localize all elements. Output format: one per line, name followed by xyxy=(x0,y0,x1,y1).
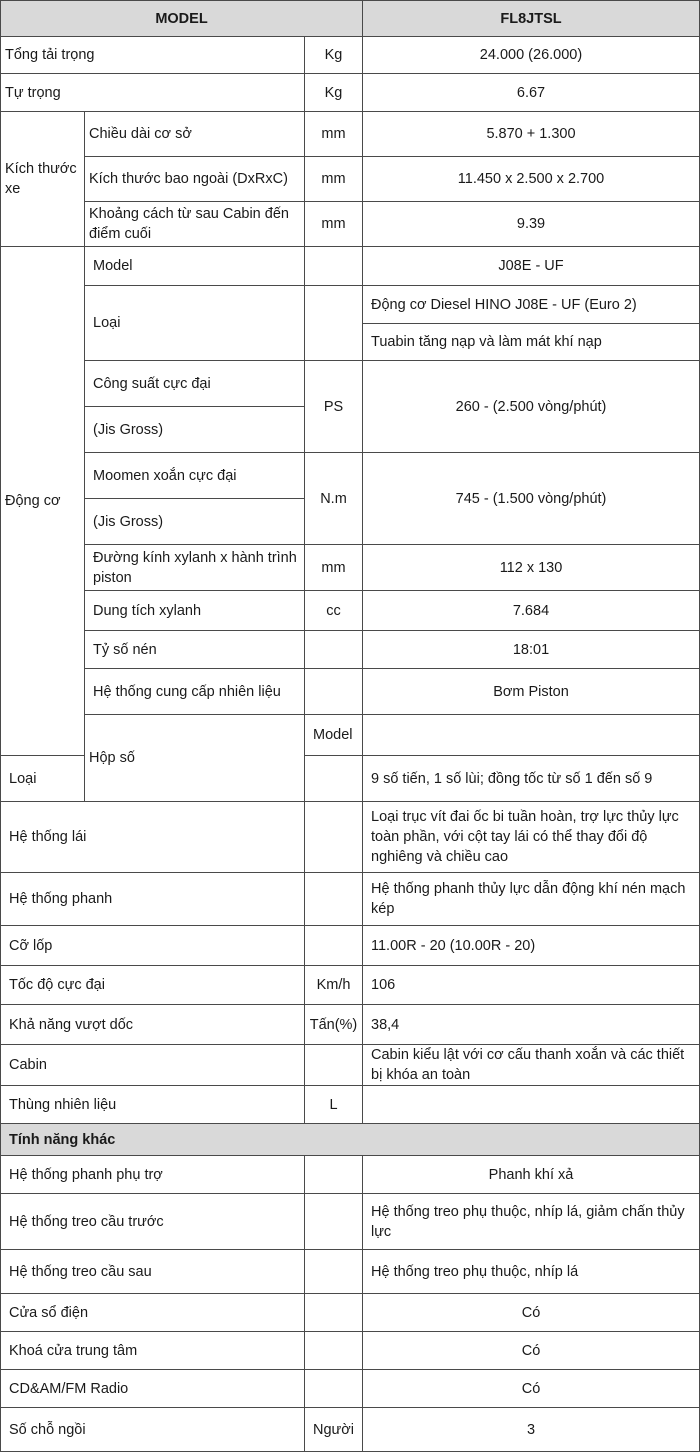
row-value: 6.67 xyxy=(363,74,700,112)
table-row xyxy=(1,1005,700,1045)
table-row xyxy=(1,966,700,1005)
row-unit xyxy=(305,1294,363,1332)
row-unit xyxy=(305,1332,363,1370)
table-row xyxy=(1,1370,700,1408)
table-row xyxy=(1,802,700,873)
row-label: Chiều dài cơ sở xyxy=(85,112,305,157)
table-row xyxy=(1,545,700,591)
row-label: Thùng nhiên liệu xyxy=(1,1086,305,1124)
row-value: 9.39 xyxy=(363,202,700,247)
row-label: Cỡ lốp xyxy=(1,926,305,966)
row-value: 5.870 + 1.300 xyxy=(363,112,700,157)
table-row xyxy=(1,361,700,407)
row-value: 9 số tiến, 1 số lùi; đồng tốc từ số 1 đến số 9 xyxy=(363,756,700,802)
model-header-label: MODEL xyxy=(1,1,363,37)
row-label: Loại xyxy=(1,756,85,802)
row-unit xyxy=(305,286,363,361)
table-row xyxy=(1,1294,700,1332)
row-label: Tổng tải trọng xyxy=(1,37,305,74)
row-label: Hệ thống treo cầu sau xyxy=(1,1250,305,1294)
row-label: Khoá cửa trung tâm xyxy=(1,1332,305,1370)
row-unit: Km/h xyxy=(305,966,363,1005)
row-unit xyxy=(305,802,363,873)
row-unit xyxy=(305,1194,363,1250)
row-label: Loại xyxy=(85,286,305,361)
model-header-value: FL8JTSL xyxy=(363,1,700,37)
row-unit: L xyxy=(305,1086,363,1124)
table-row xyxy=(1,202,700,247)
table-row xyxy=(1,1332,700,1370)
row-unit: mm xyxy=(305,157,363,202)
row-label: Hệ thống cung cấp nhiên liệu xyxy=(85,669,305,715)
row-label: CD&AM/FM Radio xyxy=(1,1370,305,1408)
row-value: 745 - (1.500 vòng/phút) xyxy=(363,453,700,545)
row-value: Loại trục vít đai ốc bi tuần hoàn, trợ lực thủy lực toàn phần, với cột tay lái có thể thay đổi độ nghiêng và chiều cao xyxy=(363,802,700,873)
row-label: Hệ thống phanh xyxy=(1,873,305,926)
row-value: 38,4 xyxy=(363,1005,700,1045)
row-unit: Tấn(%) xyxy=(305,1005,363,1045)
row-unit: mm xyxy=(305,202,363,247)
table-row xyxy=(1,591,700,631)
row-value: 11.450 x 2.500 x 2.700 xyxy=(363,157,700,202)
row-value: Có xyxy=(363,1332,700,1370)
row-value: Hệ thống treo phụ thuộc, nhíp lá xyxy=(363,1250,700,1294)
row-unit: N.m xyxy=(305,453,363,545)
row-value xyxy=(363,1086,700,1124)
table-row xyxy=(1,1045,700,1086)
row-unit: Kg xyxy=(305,74,363,112)
row-unit xyxy=(305,1370,363,1408)
section-title: Tính năng khác xyxy=(1,1124,700,1156)
section-header-row xyxy=(1,1124,700,1156)
row-label: Model xyxy=(85,247,305,286)
row-unit xyxy=(305,631,363,669)
table-row xyxy=(1,453,700,499)
row-label: Dung tích xylanh xyxy=(85,591,305,631)
row-unit: Kg xyxy=(305,37,363,74)
row-value: 3 xyxy=(363,1408,700,1452)
row-value: 7.684 xyxy=(363,591,700,631)
table-row xyxy=(1,37,700,74)
group-label-gearbox: Hộp số xyxy=(85,715,305,802)
row-value: J08E - UF xyxy=(363,247,700,286)
row-label: Kích thước bao ngoài (DxRxC) xyxy=(85,157,305,202)
row-label: Hệ thống phanh phụ trợ xyxy=(1,1156,305,1194)
row-sublabel: (Jis Gross) xyxy=(85,499,305,545)
row-label: Moomen xoắn cực đại xyxy=(85,453,305,499)
row-unit: cc xyxy=(305,591,363,631)
row-unit xyxy=(305,247,363,286)
row-label: Cabin xyxy=(1,1045,305,1086)
header-row xyxy=(1,1,700,37)
row-unit xyxy=(305,1250,363,1294)
row-unit: mm xyxy=(305,112,363,157)
row-value: 11.00R - 20 (10.00R - 20) xyxy=(363,926,700,966)
row-value: Hệ thống phanh thủy lực dẫn động khí nén mạch kép xyxy=(363,873,700,926)
row-label: Khoảng cách từ sau Cabin đến điểm cuối xyxy=(85,202,305,247)
row-value: 260 - (2.500 vòng/phút) xyxy=(363,361,700,453)
row-label: Tỷ số nén xyxy=(85,631,305,669)
table-row xyxy=(1,74,700,112)
row-label: Hệ thống treo cầu trước xyxy=(1,1194,305,1250)
row-value: Tuabin tăng nạp và làm mát khí nạp xyxy=(363,324,700,361)
row-label: Model xyxy=(305,715,363,756)
row-label: Cửa sổ điện xyxy=(1,1294,305,1332)
row-value: 106 xyxy=(363,966,700,1005)
table-row xyxy=(1,873,700,926)
row-label: Tốc độ cực đại xyxy=(1,966,305,1005)
row-label: Số chỗ ngồi xyxy=(1,1408,305,1452)
row-value: Cabin kiểu lật với cơ cấu thanh xoắn và các thiết bị khóa an toàn xyxy=(363,1045,700,1086)
table-row xyxy=(1,157,700,202)
table-row xyxy=(1,926,700,966)
row-value: Phanh khí xả xyxy=(363,1156,700,1194)
table-row xyxy=(1,286,700,324)
row-unit xyxy=(305,756,363,802)
table-row xyxy=(1,1250,700,1294)
table-row xyxy=(1,1086,700,1124)
table-row xyxy=(1,631,700,669)
group-label-engine: Động cơ xyxy=(1,247,85,756)
row-value: Bơm Piston xyxy=(363,669,700,715)
row-unit xyxy=(305,669,363,715)
row-sublabel: (Jis Gross) xyxy=(85,407,305,453)
row-label: Khả năng vượt dốc xyxy=(1,1005,305,1045)
row-unit xyxy=(305,1045,363,1086)
table-row xyxy=(1,715,700,756)
row-label: Hệ thống lái xyxy=(1,802,305,873)
row-value: Có xyxy=(363,1294,700,1332)
row-value: Có xyxy=(363,1370,700,1408)
table-row xyxy=(1,112,700,157)
row-unit: Người xyxy=(305,1408,363,1452)
row-unit xyxy=(305,873,363,926)
table-row xyxy=(1,1156,700,1194)
row-value: Động cơ Diesel HINO J08E - UF (Euro 2) xyxy=(363,286,700,324)
table-row xyxy=(1,1408,700,1452)
row-label: Công suất cực đại xyxy=(85,361,305,407)
row-value: 24.000 (26.000) xyxy=(363,37,700,74)
row-value: Hệ thống treo phụ thuộc, nhíp lá, giảm chấn thủy lực xyxy=(363,1194,700,1250)
row-unit xyxy=(305,1156,363,1194)
row-value: 112 x 130 xyxy=(363,545,700,591)
row-value: 18:01 xyxy=(363,631,700,669)
table-row xyxy=(1,247,700,286)
row-label: Tự trọng xyxy=(1,74,305,112)
group-label-dimensions: Kích thước xe xyxy=(1,112,85,247)
row-unit xyxy=(363,715,700,756)
table-row xyxy=(1,669,700,715)
row-unit xyxy=(305,926,363,966)
table-row xyxy=(1,1194,700,1250)
row-unit: PS xyxy=(305,361,363,453)
row-unit: mm xyxy=(305,545,363,591)
row-label: Đường kính xylanh x hành trình piston xyxy=(85,545,305,591)
